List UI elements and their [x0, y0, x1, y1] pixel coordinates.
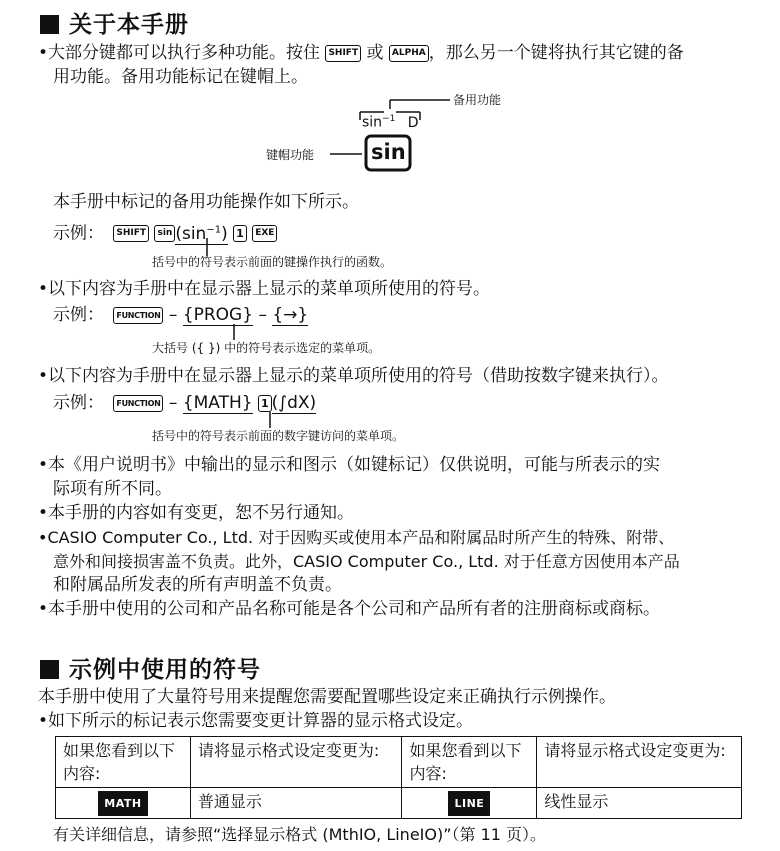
section-heading-symbols	[40, 651, 261, 684]
example1	[53, 218, 277, 246]
table-cell	[56, 788, 191, 819]
example-label: 示例：	[53, 393, 104, 413]
shift-key-icon: SHIFT	[113, 225, 149, 242]
display-format-table	[55, 736, 742, 819]
table-cell	[402, 788, 537, 819]
pointer-line	[232, 324, 236, 340]
alt-sin: sin	[362, 114, 383, 131]
bullet-multifunction-line2: 用功能。备用功能标记在键帽上。	[53, 67, 308, 87]
text: –	[258, 305, 267, 325]
example-label: 示例：	[53, 305, 104, 325]
text: (sin	[175, 223, 207, 244]
bullet-multifunction-line1	[38, 42, 684, 65]
integral-menu-item: (∫dX)	[271, 393, 317, 413]
exe-key-icon: EXE	[252, 225, 277, 242]
alt-sup: −1	[382, 114, 396, 124]
sin-inverse-func	[175, 224, 227, 245]
example2-note: 大括号 ({ }) 中的符号表示选定的菜单项。	[152, 341, 381, 355]
example1-note: 括号中的符号表示前面的键操作执行的函数。	[152, 255, 393, 269]
function-key-icon: FUNCTION	[113, 307, 163, 324]
text: –	[168, 305, 178, 325]
text: 或	[366, 43, 384, 63]
one-key-icon: 1	[258, 395, 272, 412]
section-heading-about	[40, 6, 189, 39]
text: ，那么另一个键将执行其它键的备	[428, 43, 684, 63]
section2-footer: 有关详细信息，请参照“选择显示格式 (MthIO, LineIO)”（第 11 页）。	[53, 825, 547, 844]
arrow-menu-item: {→}	[272, 305, 309, 325]
table-header-row	[56, 737, 742, 788]
text: −1	[206, 224, 222, 235]
section-title: 关于本手册	[69, 12, 189, 38]
table-header-cell: 请将显示格式设定变更为:	[537, 737, 742, 788]
line-badge-icon: LINE	[448, 791, 490, 816]
alt-description: 本手册中标记的备用功能操作如下所示。	[53, 192, 359, 212]
function-key-icon: FUNCTION	[113, 395, 163, 412]
section2-intro: 本手册中使用了大量符号用来提醒您需要配置哪些设定来正确执行示例操作。	[38, 687, 616, 707]
square-bullet-icon	[40, 660, 59, 679]
bullet-trademarks: •本手册中使用的公司和产品名称可能是各个公司和产品所有者的注册商标或商标。	[38, 599, 661, 619]
table-cell: 线性显示	[537, 788, 742, 819]
math-menu-item: {MATH}	[182, 393, 253, 413]
text: –	[168, 393, 178, 413]
square-bullet-icon	[40, 15, 59, 34]
sin-key-icon: sin	[154, 225, 175, 242]
table-header-cell: 如果您看到以下内容:	[402, 737, 537, 788]
section-title: 示例中使用的符号	[69, 657, 261, 683]
pointer-line	[268, 412, 272, 428]
bullet-menu-symbols: •以下内容为手册中在显示器上显示的菜单项所使用的符号。	[38, 279, 491, 299]
table-row	[56, 788, 742, 819]
one-key-icon: 1	[233, 225, 247, 242]
bullet-liability-line3: 和附属品所发表的所有声明盖不负责。	[53, 575, 342, 595]
keycap-function-label: 键帽功能	[266, 148, 315, 162]
section2-bullet: •如下所示的标记表示您需要变更计算器的显示格式设定。	[38, 711, 474, 731]
bullet-number-key-symbols: •以下内容为手册中在显示器上显示的菜单项所使用的符号（借助按数字键来执行）。	[38, 366, 669, 386]
math-badge-icon: MATH	[98, 791, 147, 816]
table-header-cell: 请将显示格式设定变更为:	[190, 737, 402, 788]
example2	[53, 304, 308, 327]
text: •大部分键都可以执行多种功能。按住	[38, 43, 321, 63]
table-cell: 普通显示	[190, 788, 402, 819]
bullet-illustration-line2: 际项有所不同。	[53, 479, 172, 499]
example3	[53, 392, 316, 415]
bullet-liability-line2: 意外和间接损害盖不负责。此外，CASIO Computer Co., Ltd. 对于任意方因使用本产品	[53, 552, 680, 571]
table-header-cell: 如果您看到以下内容:	[56, 737, 191, 788]
alt-d: D	[407, 114, 419, 131]
bullet-illustration-line1: •本《用户说明书》中输出的显示和图示（如键标记）仅供说明，可能与所表示的实	[38, 455, 661, 475]
example3-note: 括号中的符号表示前面的数字键访问的菜单项。	[152, 429, 405, 443]
keycap-sin-text: sin	[371, 140, 406, 164]
alt-function-label: 备用功能	[453, 93, 502, 107]
shift-key-icon: SHIFT	[325, 45, 361, 62]
alt-function-text	[362, 114, 419, 131]
bullet-liability-line1: •CASIO Computer Co., Ltd. 对于因购买或使用本产品和附属品时所产生的特殊、附带、	[38, 528, 675, 547]
bullet-subject-to-change: •本手册的内容如有变更，恕不另行通知。	[38, 503, 355, 523]
text: )	[221, 223, 228, 244]
prog-menu-item: {PROG}	[182, 305, 254, 325]
alpha-key-icon: ALPHA	[389, 45, 429, 62]
example-label: 示例：	[53, 223, 104, 244]
